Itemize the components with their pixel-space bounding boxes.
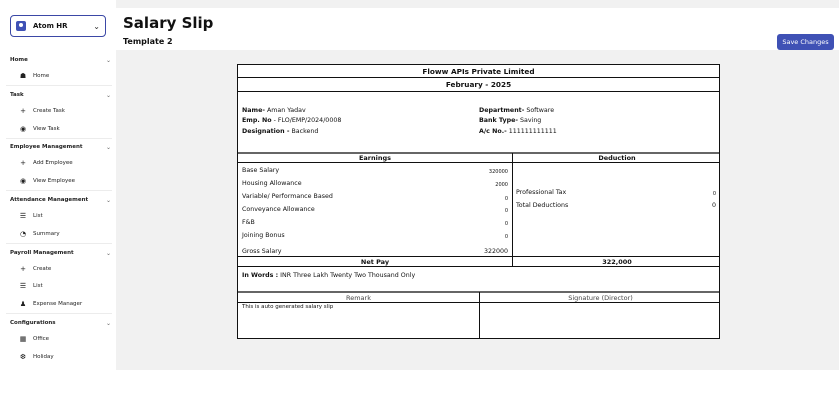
sidebar-item-create-task[interactable]: + Create Task bbox=[18, 105, 108, 117]
plus-icon: + bbox=[20, 265, 26, 273]
holiday-icon: ❆ bbox=[20, 353, 26, 361]
employee-name bbox=[242, 107, 306, 114]
sidebar-item-view-employee[interactable]: ◉ View Employee bbox=[19, 177, 76, 185]
salary-slip bbox=[237, 64, 720, 339]
sidebar-item-attendance-summary[interactable]: ◔ Summary bbox=[19, 230, 60, 238]
list-icon: ☰ bbox=[19, 212, 27, 220]
building-icon bbox=[16, 21, 26, 31]
earning-label: Joining Bonus bbox=[242, 232, 285, 239]
person-icon: ♟ bbox=[19, 300, 27, 308]
sidebar bbox=[0, 0, 116, 404]
chevron-down-icon: ⌄ bbox=[105, 56, 111, 64]
section-configurations[interactable]: Configurations ⌄ bbox=[10, 319, 111, 327]
plus-icon: + bbox=[20, 159, 26, 167]
signature-header: Signature (Director) bbox=[568, 294, 633, 302]
divider bbox=[6, 190, 112, 191]
label: Department- bbox=[479, 107, 525, 114]
chevron-down-icon: ⌄ bbox=[105, 91, 111, 99]
employee-number bbox=[242, 117, 341, 124]
divider bbox=[6, 138, 112, 139]
gross-salary-amount: 322000 bbox=[483, 248, 508, 255]
company-name: Floww APIs Private Limited bbox=[422, 67, 535, 76]
value: Backend bbox=[291, 128, 319, 135]
earnings-header: Earnings bbox=[358, 154, 392, 162]
employee-designation bbox=[242, 128, 318, 135]
divider bbox=[238, 77, 719, 78]
sidebar-item-payroll-create[interactable]: + Create bbox=[18, 263, 108, 275]
section-attendance-management[interactable]: Attendance Management ⌄ bbox=[10, 196, 111, 204]
earning-amount: 0 bbox=[504, 234, 508, 240]
sidebar-item-payroll-list[interactable]: ☰ List bbox=[19, 282, 43, 290]
column-divider bbox=[479, 292, 480, 339]
earning-label: Variable/ Performance Based bbox=[242, 193, 333, 200]
earning-amount: 0 bbox=[504, 196, 508, 202]
earning-amount: 2000 bbox=[495, 182, 508, 188]
column-divider bbox=[512, 153, 513, 256]
office-building-icon: ▦ bbox=[19, 335, 27, 343]
sidebar-item-office[interactable]: ▦ Office bbox=[19, 335, 50, 343]
remark-header: Remark bbox=[346, 294, 371, 302]
amount-in-words bbox=[242, 272, 415, 279]
divider bbox=[238, 256, 719, 257]
chevron-down-icon: ⌄ bbox=[105, 319, 111, 327]
total-deductions-amount: 0 bbox=[711, 202, 716, 209]
net-pay-amount: 322,000 bbox=[602, 258, 632, 266]
value: 111111111111 bbox=[508, 128, 557, 135]
deduction-header: Deduction bbox=[598, 154, 636, 162]
label: Designation - bbox=[242, 128, 290, 135]
eye-icon: ◉ bbox=[19, 125, 27, 133]
chevron-down-icon: ⌄ bbox=[105, 143, 111, 151]
eye-icon: ◉ bbox=[19, 177, 27, 185]
value: INR Three Lakh Twenty Two Thousand Only bbox=[280, 272, 416, 279]
value: Saving bbox=[519, 117, 542, 124]
value: Software bbox=[526, 107, 555, 114]
earning-amount: 320000 bbox=[488, 169, 508, 175]
chevron-down-icon: ⌄ bbox=[105, 249, 111, 257]
home-icon: ☗ bbox=[19, 72, 27, 80]
earning-label: Housing Allowance bbox=[242, 180, 302, 187]
list-icon: ☰ bbox=[19, 282, 27, 290]
earning-label: Conveyance Allowance bbox=[242, 206, 315, 213]
save-changes-button[interactable]: Save Changes bbox=[777, 34, 834, 50]
label: Emp. No bbox=[242, 117, 272, 124]
label: A/c No.- bbox=[479, 128, 507, 135]
section-task[interactable]: Task ⌄ bbox=[10, 91, 111, 99]
chevron-down-icon: ⌄ bbox=[93, 21, 100, 31]
section-payroll-management[interactable]: Payroll Management ⌄ bbox=[10, 249, 111, 257]
label: Name- bbox=[242, 107, 265, 114]
deduction-label: Professional Tax bbox=[516, 189, 567, 196]
deduction-amount: 0 bbox=[712, 191, 716, 197]
org-selector[interactable] bbox=[10, 15, 106, 37]
divider bbox=[238, 266, 719, 267]
divider bbox=[6, 243, 112, 244]
earning-amount: 0 bbox=[504, 208, 508, 214]
chevron-down-icon: ⌄ bbox=[105, 196, 111, 204]
net-pay-label: Net Pay bbox=[360, 258, 390, 266]
value: - FLO/EMP/2024/0008 bbox=[273, 117, 342, 124]
org-name: Atom HR bbox=[33, 22, 68, 30]
main-content bbox=[116, 0, 839, 370]
plus-icon: + bbox=[20, 107, 26, 115]
sidebar-item-holiday[interactable]: ❆ Holiday bbox=[18, 351, 108, 363]
earning-amount: 0 bbox=[504, 221, 508, 227]
value: Aman Yadav bbox=[266, 107, 306, 114]
pie-chart-icon: ◔ bbox=[19, 230, 27, 238]
employee-bank-type bbox=[479, 117, 541, 124]
template-name: Template 2 bbox=[123, 37, 173, 46]
divider bbox=[238, 91, 719, 92]
sidebar-item-attendance-list[interactable]: ☰ List bbox=[19, 212, 43, 220]
sidebar-item-home[interactable]: ☗ Home bbox=[19, 72, 50, 80]
pay-period: February - 2025 bbox=[445, 80, 512, 89]
divider bbox=[6, 313, 112, 314]
divider bbox=[238, 162, 719, 163]
page-title: Salary Slip bbox=[123, 14, 214, 32]
label: In Words : bbox=[242, 272, 279, 279]
section-employee-management[interactable]: Employee Management ⌄ bbox=[10, 143, 111, 151]
earning-label: Base Salary bbox=[242, 167, 280, 174]
earning-label: F&B bbox=[242, 219, 255, 226]
sidebar-item-expense-manager[interactable]: ♟ Expense Manager bbox=[19, 300, 83, 308]
sidebar-item-add-employee[interactable]: + Add Employee bbox=[18, 157, 108, 169]
total-deductions-label: Total Deductions bbox=[516, 202, 569, 209]
gross-salary-label: Gross Salary bbox=[242, 248, 282, 255]
divider bbox=[6, 85, 112, 86]
remark-text: This is auto generated salary slip bbox=[242, 304, 334, 310]
sidebar-item-view-task[interactable]: ◉ View Task bbox=[19, 125, 60, 133]
page-header bbox=[116, 8, 839, 50]
employee-account bbox=[479, 128, 557, 135]
employee-department bbox=[479, 107, 554, 114]
label: Bank Type- bbox=[479, 117, 518, 124]
section-home[interactable]: Home ⌄ bbox=[10, 56, 111, 64]
column-divider bbox=[512, 256, 513, 266]
